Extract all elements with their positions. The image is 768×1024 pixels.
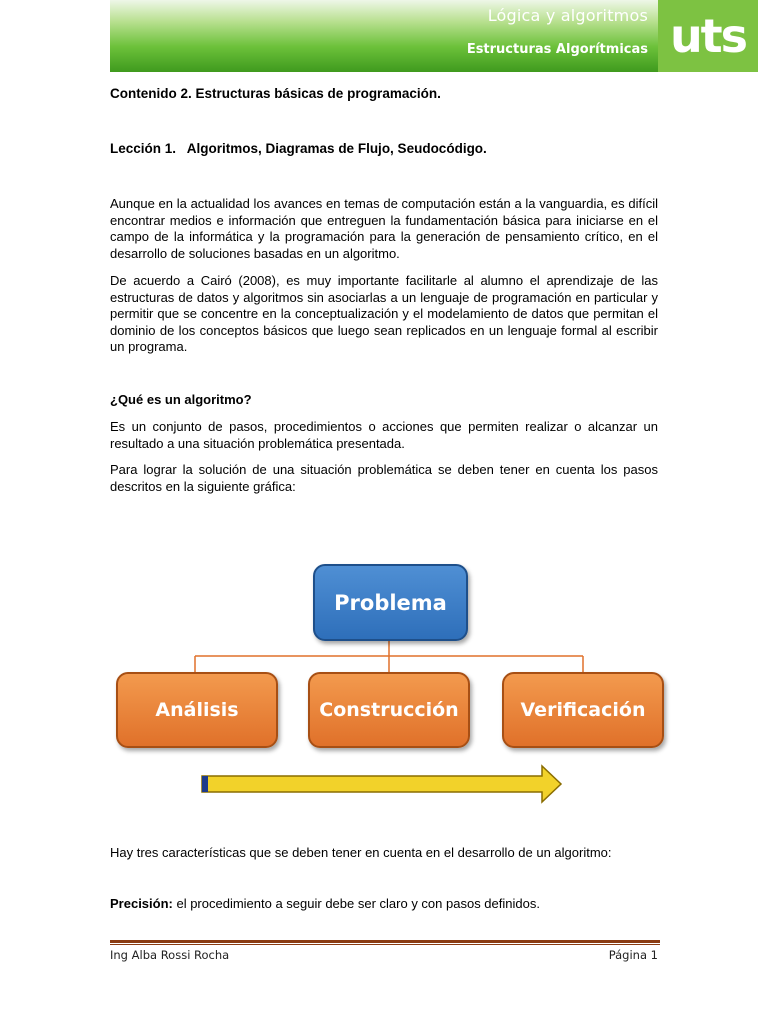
uts-logo bbox=[658, 0, 758, 72]
progress-arrow bbox=[202, 766, 561, 802]
precision-item bbox=[110, 896, 658, 911]
footer-author: Ing Alba Rossi Rocha bbox=[110, 948, 230, 962]
paragraph-steps-intro: Para lograr la solución de una situación problemática se deben tener en cuenta los pasos descritos en la siguiente gráfica: bbox=[110, 462, 658, 494]
footer-divider bbox=[110, 940, 660, 943]
precision-label: Precisión: bbox=[110, 896, 173, 911]
logo-text: uts bbox=[669, 9, 747, 63]
header-title: Lógica y algoritmos bbox=[487, 6, 648, 25]
leccion-heading: Lección 1. Algoritmos, Diagramas de Flujo, Seudocódigo. bbox=[110, 141, 487, 156]
paragraph-characteristics: Hay tres características que se deben tener en cuenta en el desarrollo de un algoritmo: bbox=[110, 845, 612, 860]
paragraph-intro: Aunque en la actualidad los avances en temas de computación están a la vanguardia, es difícil encontrar medios e información que entreguen la fundamentación básica para iniciarse en el campo de la informática y la programación para la generación de pensamiento crítico, en el desarrollo de soluciones basadas en un algoritmo. bbox=[110, 196, 658, 261]
paragraph-definition: Es un conjunto de pasos, procedimientos o acciones que permiten realizar o alcanzar un resultado a una situación problemática presentada. bbox=[110, 419, 658, 451]
algorithm-steps-diagram bbox=[110, 560, 670, 810]
question-heading: ¿Qué es un algoritmo? bbox=[110, 392, 252, 407]
paragraph-cairo: De acuerdo a Cairó (2008), es muy importante facilitarle al alumno el aprendizaje de las estructuras de datos y algoritmos sin asociarlas a un lenguaje de programación en particular y permitir que se concentre en la conceptualización y el modelamiento de datos que permitan el dominio de los conceptos básicos que luego sean replicados en un lenguaje formal al escribir un programa. bbox=[110, 273, 658, 354]
footer-page-number: Página 1 bbox=[608, 948, 658, 962]
page-header bbox=[110, 0, 658, 72]
verificacion-box: Verificación bbox=[502, 672, 664, 748]
arrow-tail-mark bbox=[202, 776, 208, 792]
precision-text: el procedimiento a seguir debe ser claro y con pasos definidos. bbox=[172, 896, 540, 911]
header-subtitle: Estructuras Algorítmicas bbox=[466, 42, 648, 57]
contenido-heading: Contenido 2. Estructuras básicas de programación. bbox=[110, 86, 441, 101]
analisis-box: Análisis bbox=[116, 672, 278, 748]
problema-box: Problema bbox=[313, 564, 468, 641]
construccion-box: Construcción bbox=[308, 672, 470, 748]
footer-divider-thin bbox=[110, 944, 660, 945]
